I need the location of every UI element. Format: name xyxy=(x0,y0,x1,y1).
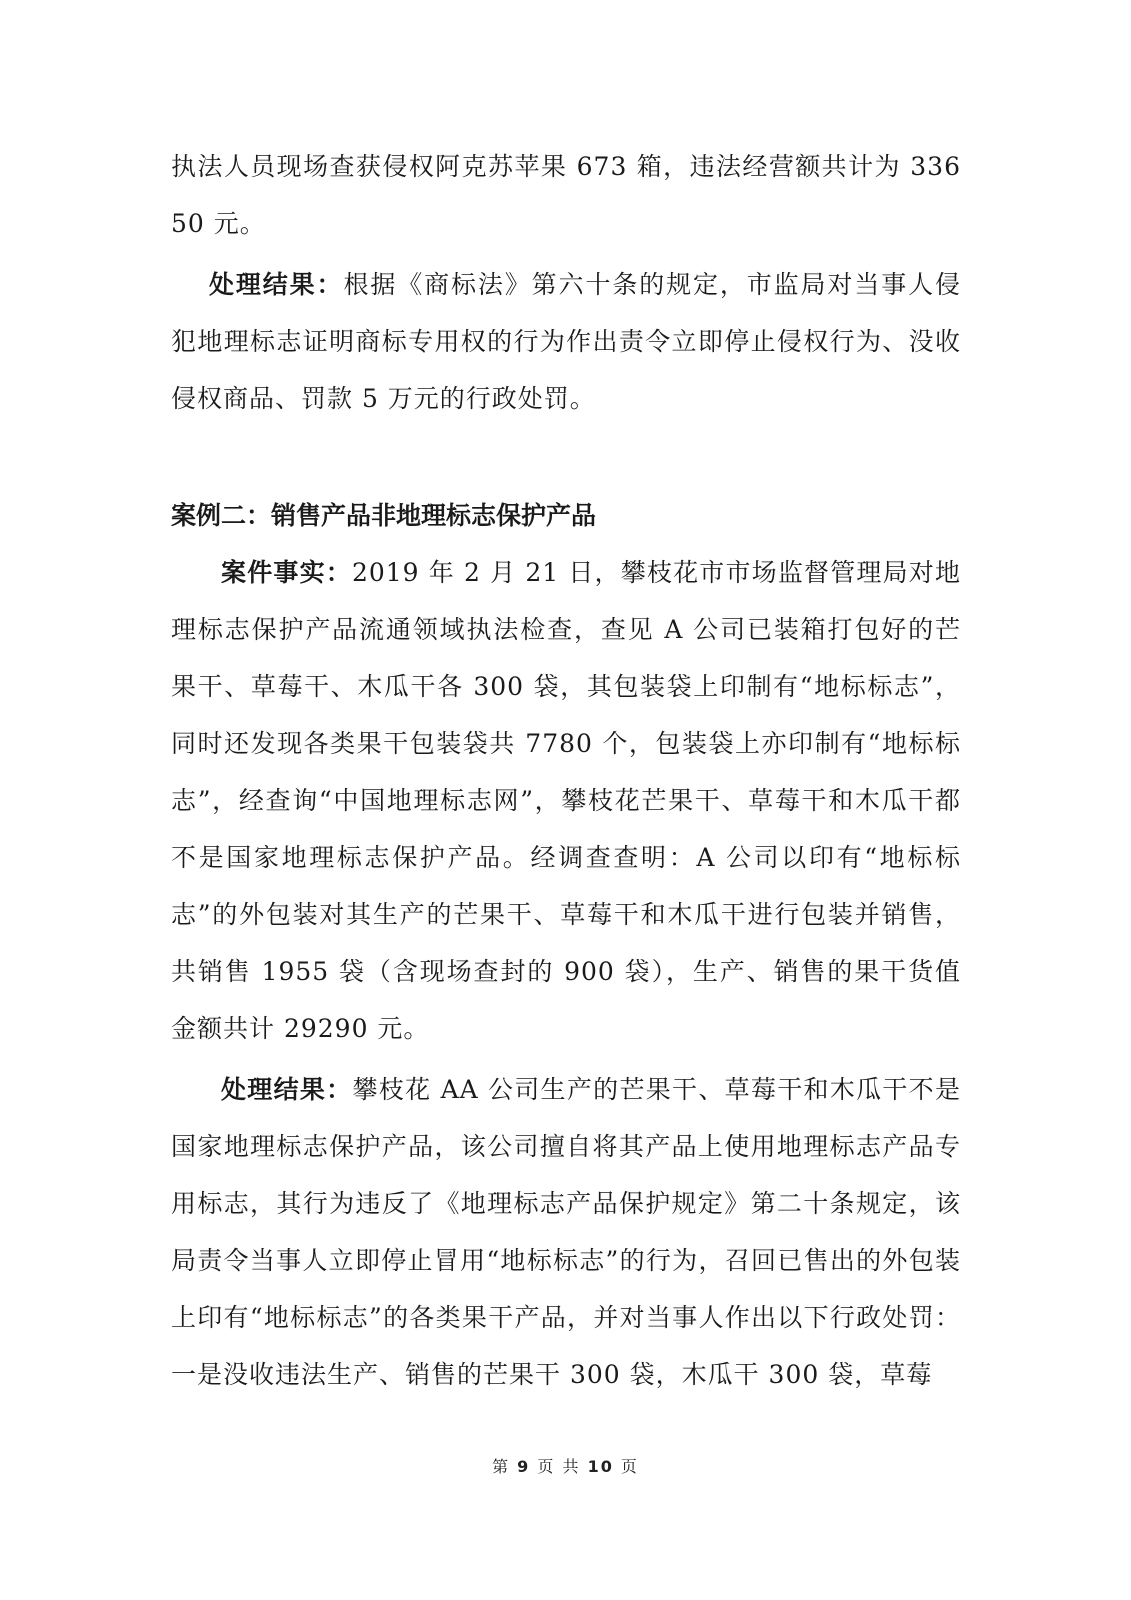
paragraph-case-facts xyxy=(171,544,961,1057)
paragraph-text: 攀枝花 AA 公司生产的芒果干、草莓干和木瓜干不是国家地理标志保护产品，该公司擅自将其产品上使用地理标志产品专用标志，其行为违反了《地理标志产品保护规定》第二十条规定，该局责令当事人立即停止冒用“地标标志”的行为，召回已售出的外包装上印有“地标标志”的各类果干产品，并对当事人作出以下行政处罚：一是没收违法生产、销售的芒果干 300 袋，木瓜干 300 袋，草莓 xyxy=(171,1075,961,1389)
paragraph-lead-label: 处理结果： xyxy=(221,1075,353,1104)
footer-suffix: 页 xyxy=(613,1457,639,1476)
page-content xyxy=(171,138,961,1403)
paragraph-text: 执法人员现场查获侵权阿克苏苹果 673 箱，违法经营额共计为 33650 元。 xyxy=(171,152,961,238)
total-pages-number: 10 xyxy=(587,1457,614,1476)
paragraph-lead-label: 处理结果： xyxy=(209,270,344,299)
footer-prefix: 第 xyxy=(492,1457,518,1476)
footer-middle: 页 共 xyxy=(530,1457,588,1476)
paragraph-lead-label: 案件事实： xyxy=(221,558,352,587)
paragraph-result-case1 xyxy=(171,256,961,427)
paragraph-text: 2019 年 2 月 21 日，攀枝花市市场监督管理局对地理标志保护产品流通领域执法检查，查见 A 公司已装箱打包好的芒果干、草莓干、木瓜干各 300 袋，其包装袋上印制有“地标标志”，同时还发现各类果干包装袋共 7780 个，包装袋上亦印制有“地标标志”，经查询“中国地理标志网”，攀枝花芒果干、草莓干和木瓜干都不是国家地理标志保护产品。经调查查明：A 公司以印有“地标标志”的外包装对其生产的芒果干、草莓干和木瓜干进行包装并销售，共销售 1955 袋（含现场查封的 900 袋），生产、销售的果干货值金额共计 29290 元。 xyxy=(171,558,961,1043)
paragraph-text: 根据《商标法》第六十条的规定，市监局对当事人侵犯地理标志证明商标专用权的行为作出责令立即停止侵权行为、没收侵权商品、罚款 5 万元的行政处罚。 xyxy=(171,270,961,413)
spacer xyxy=(171,427,961,487)
paragraph-seized-apples xyxy=(171,138,961,252)
page-footer xyxy=(0,1454,1131,1477)
case-two-heading: 案例二：销售产品非地理标志保护产品 xyxy=(171,501,597,530)
paragraph-result-case2 xyxy=(171,1061,961,1403)
current-page-number: 9 xyxy=(517,1457,531,1476)
